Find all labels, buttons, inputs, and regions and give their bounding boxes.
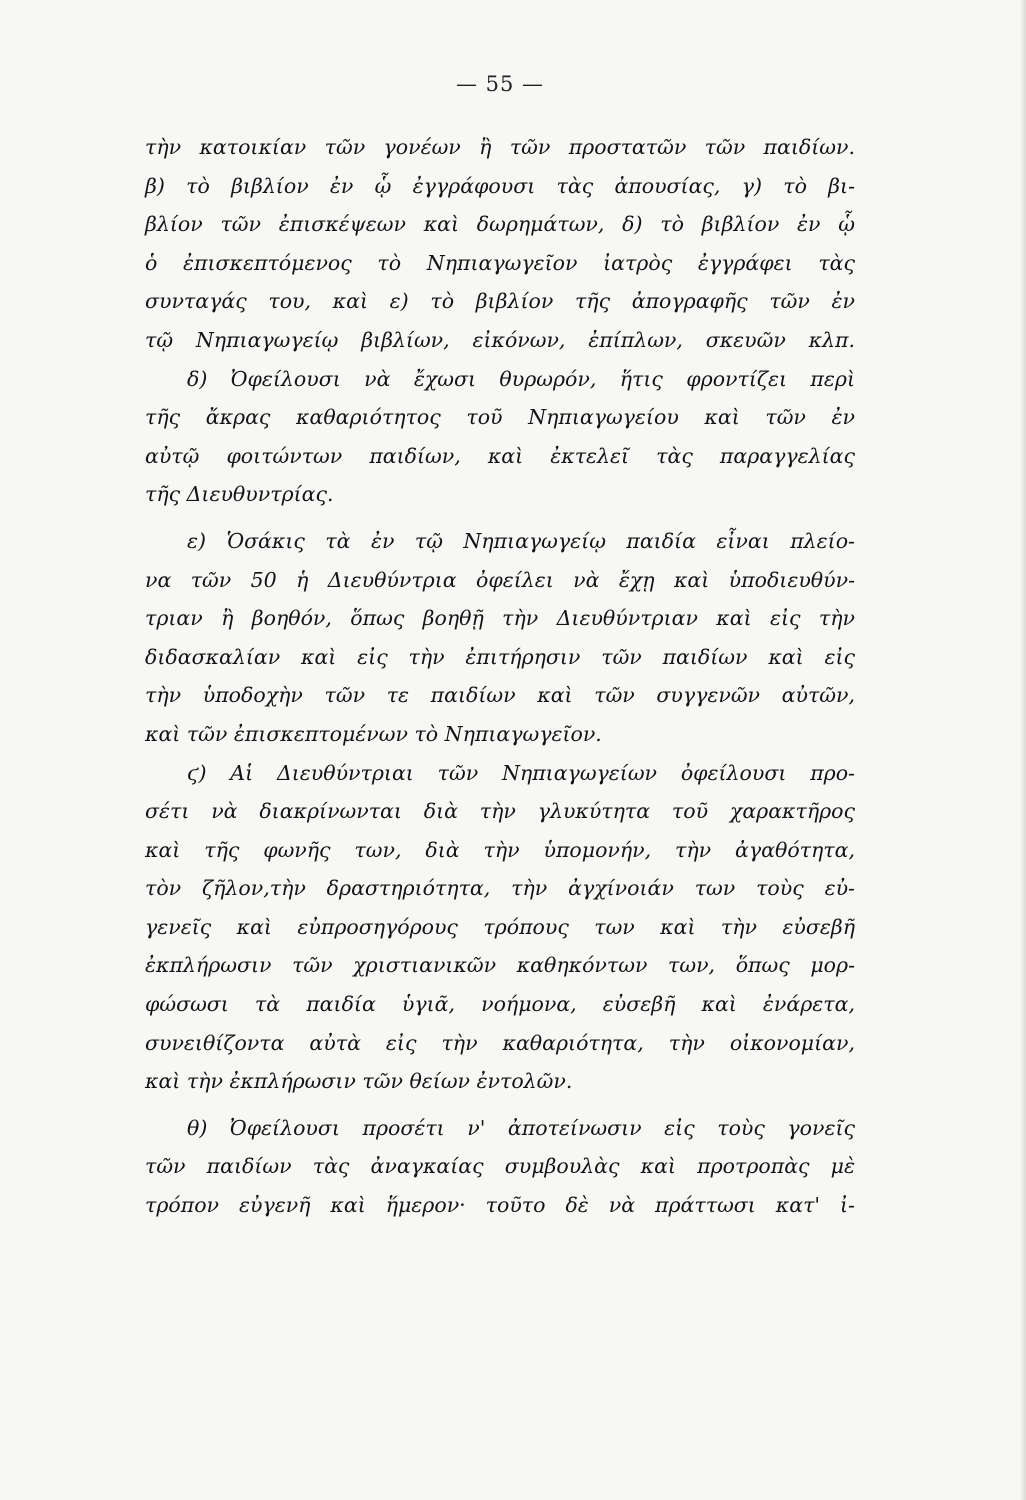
paragraph-start-line: δ) Ὀφείλουσι νὰ ἔχωσι θυρωρόν, ἥτις φροντίζει περὶ xyxy=(187,366,855,391)
text-line: ἐκπλήρωσιν τῶν χριστιανικῶν καθηκόντων των, ὅπως μορ- xyxy=(145,953,855,978)
text-line: καὶ τὴν ἐκπλήρωσιν τῶν θείων ἐντολῶν. xyxy=(145,1069,573,1094)
text-line: τῷ Νηπιαγωγείῳ βιβλίων, εἰκόνων, ἐπίπλων, σκευῶν κλπ. xyxy=(145,327,855,352)
text-line: τὸν ζῆλον,τὴν δραστηριότητα, τὴν ἀγχίνοιάν των τοὺς εὐ- xyxy=(145,876,855,901)
paragraph-start-line: θ) Ὀφείλουσι προσέτι ν' ἀποτείνωσιν εἰς τοὺς γονεῖς xyxy=(187,1115,855,1140)
text-line: φώσωσι τὰ παιδία ὑγιᾶ, νοήμονα, εὐσεβῆ καὶ ἐνάρετα, xyxy=(145,992,855,1017)
text-line: βλίον τῶν ἐπισκέψεων καὶ δωρημάτων, δ) τὸ βιβλίον ἐν ᾧ xyxy=(145,212,855,237)
text-line: τριαν ἢ βοηθόν, ὅπως βοηθῇ τὴν Διευθύντριαν καὶ εἰς τὴν xyxy=(145,606,855,631)
paragraph-start-line: ϛ) Αἱ Διευθύντριαι τῶν Νηπιαγωγείων ὀφείλουσι προ- xyxy=(187,760,855,785)
text-line: συνειθίζοντα αὐτὰ εἰς τὴν καθαριότητα, τὴν οἰκονομίαν, xyxy=(145,1030,855,1055)
paragraph-start-line: ε) Ὁσάκις τὰ ἐν τῷ Νηπιαγωγείῳ παιδία εἶναι πλείο- xyxy=(187,528,855,553)
text-line: τῶν παιδίων τὰς ἀναγκαίας συμβουλὰς καὶ προτροπὰς μὲ xyxy=(145,1154,855,1179)
text-line: τρόπον εὐγενῆ καὶ ἥμερον· τοῦτο δὲ νὰ πράττωσι κατ' ἰ- xyxy=(145,1193,855,1218)
text-line: τῆς Διευθυντρίας. xyxy=(145,482,334,507)
text-line: β) τὸ βιβλίον ἐν ᾧ ἐγγράφουσι τὰς ἀπουσίας, γ) τὸ βι- xyxy=(145,173,855,198)
text-line: ὁ ἐπισκεπτόμενος τὸ Νηπιαγωγεῖον ἰατρὸς ἐγγράφει τὰς xyxy=(145,250,855,275)
text-line: διδασκαλίαν καὶ εἰς τὴν ἐπιτήρησιν τῶν παιδίων καὶ εἰς xyxy=(145,644,855,669)
text-line: γενεῖς καὶ εὐπροσηγόρους τρόπους των καὶ τὴν εὐσεβῆ xyxy=(145,914,855,939)
paragraph-gap xyxy=(145,1101,855,1109)
text-line: να τῶν 50 ἡ Διευθύντρια ὀφείλει νὰ ἔχῃ καὶ ὑποδιευθύν- xyxy=(145,567,855,592)
text-line: τὴν ὑποδοχὴν τῶν τε παιδίων καὶ τῶν συγγενῶν αὐτῶν, xyxy=(145,683,855,708)
text-line: τὴν κατοικίαν τῶν γονέων ἢ τῶν προστατῶν τῶν παιδίων. xyxy=(145,135,855,159)
text-line: τῆς ἄκρας καθαριότητος τοῦ Νηπιαγωγείου καὶ τῶν ἐν xyxy=(145,405,855,430)
text-line: αὐτῷ φοιτώντων παιδίων, καὶ ἐκτελεῖ τὰς παραγγελίας xyxy=(145,443,855,468)
text-line: καὶ τῶν ἐπισκεπτομένων τὸ Νηπιαγωγεῖον. xyxy=(145,721,602,746)
page-edge-shadow xyxy=(1020,0,1026,1500)
page-number: — 55 — xyxy=(455,72,545,96)
paragraph-gap xyxy=(145,514,855,522)
text-line: σέτι νὰ διακρίνωνται διὰ τὴν γλυκύτητα τοῦ χαρακτῆρος xyxy=(145,799,855,824)
text-line: συνταγάς του, καὶ ε) τὸ βιβλίον τῆς ἀπογραφῆς τῶν ἐν xyxy=(145,289,855,314)
body-text xyxy=(145,128,855,1225)
text-line: καὶ τῆς φωνῆς των, διὰ τὴν ὑπομονήν, τὴν ἀγαθότητα, xyxy=(145,837,855,862)
